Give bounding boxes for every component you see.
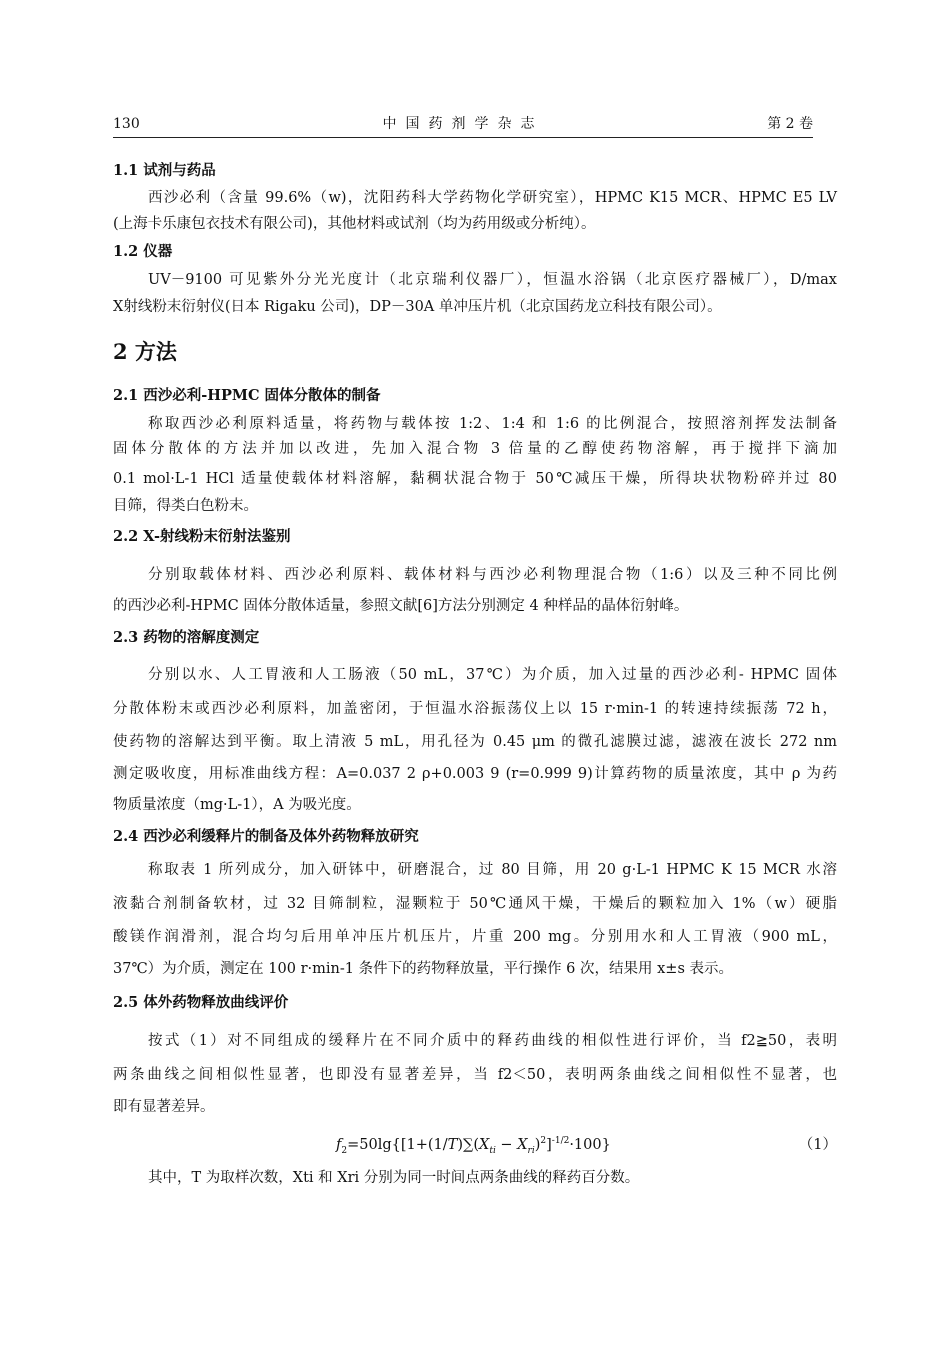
paragraph-line: 西沙必利（含量 99.6%（w)，沈阳药科大学药物化学研究室），HPMC K15 MCR、HPMC E5 LV: [148, 190, 837, 206]
section-heading-2-1: 2.1 西沙必利-HPMC 固体分散体的制备: [113, 387, 381, 404]
paragraph-line: 酸镁作润滑剂，混合均匀后用单冲压片机压片，片重 200 mg。分别用水和人工胃液（900 mL，: [113, 929, 837, 945]
paragraph-line: 分别取载体材料、西沙必利原料、载体材料与西沙必利物理混合物（1:6）以及三种不同比例: [148, 567, 837, 583]
running-header: [113, 112, 813, 136]
section-heading-2-3: 2.3 药物的溶解度测定: [113, 629, 260, 646]
paragraph-line: 即有显著差异。: [113, 1099, 215, 1115]
paragraph-line: (上海卡乐康包衣技术有限公司)，其他材料或试剂（均为药用级或分析纯）。: [113, 216, 596, 232]
paragraph-line: 的西沙必利-HPMC 固体分散体适量，参照文献[6]方法分别测定 4 种样品的晶体衍射峰。: [113, 598, 689, 614]
paragraph-line: UV－9100 可见紫外分光光度计（北京瑞利仪器厂），恒温水浴锅（北京医疗器械厂），D/max: [148, 272, 837, 288]
paragraph-line: 称取表 1 所列成分，加入研钵中，研磨混合，过 80 目筛，用 20 g·L-1 HPMC K 15 MCR 水溶: [148, 862, 837, 878]
paragraph-line: 按式（1）对不同组成的缓释片在不同介质中的释药曲线的相似性进行评价，当 f2≧50，表明: [148, 1033, 837, 1049]
paragraph-line: 分别以水、人工胃液和人工肠液（50 mL，37℃）为介质，加入过量的西沙必利- HPMC 固体: [148, 667, 837, 683]
paragraph-line: 两条曲线之间相似性显著，也即没有显著差异，当 f2＜50，表明两条曲线之间相似性不显著，也: [113, 1067, 837, 1083]
paragraph-line: 使药物的溶解达到平衡。取上清液 5 mL，用孔径为 0.45 μm 的微孔滤膜过滤，滤液在波长 272 nm: [113, 734, 837, 750]
volume-label: 第 2 卷: [767, 116, 813, 132]
equation-number: （1）: [798, 1137, 837, 1153]
paragraph-line: 液黏合剂制备软材，过 32 目筛制粒，湿颗粒于 50℃通风干燥，干燥后的颗粒加入 1%（w）硬脂: [113, 896, 837, 912]
paragraph-line: X射线粉末衍射仪(日本 Rigaku 公司)，DP－30A 单冲压片机（北京国药龙立科技有限公司）。: [113, 299, 722, 315]
page-number: 130: [113, 116, 140, 132]
paragraph-line: 其中，T 为取样次数，Xti 和 Xri 分别为同一时间点两条曲线的释药百分数。: [148, 1170, 640, 1186]
paragraph-line: 分散体粉末或西沙必利原料，加盖密闭，于恒温水浴振荡仪上以 15 r·min-1 的转速持续振荡 72 h，: [113, 701, 837, 717]
paragraph-line: 目筛，得类白色粉末。: [113, 498, 258, 514]
section-heading-1-1: 1.1 试剂与药品: [113, 162, 216, 179]
paragraph-line: 固体分散体的方法并加以改进，先加入混合物 3 倍量的乙醇使药物溶解，再于搅拌下滴加: [113, 441, 837, 457]
paragraph-line: 称取西沙必利原料适量，将药物与载体按 1:2、1:4 和 1:6 的比例混合，按照溶剂挥发法制备: [148, 416, 837, 432]
header-rule: [113, 137, 813, 138]
equation-f2: $f_2=50\lg\{[1+(1/T)\sum(X_{ti} - X_{ri})^2]^{-1/2}\cdot 100\}$: [336, 1136, 611, 1156]
journal-title: 中国药剂学杂志: [382, 116, 544, 132]
paragraph-line: 测定吸收度，用标准曲线方程：A=0.037 2 ρ+0.003 9 (r=0.999 9)计算药物的质量浓度，其中 ρ 为药: [113, 766, 837, 782]
paragraph-line: 0.1 mol·L-1 HCl 适量使载体材料溶解，黏稠状混合物于 50℃减压干燥，所得块状物粉碎并过 80: [113, 471, 837, 487]
section-heading-2-4: 2.4 西沙必利缓释片的制备及体外药物释放研究: [113, 828, 419, 845]
section-heading-2-5: 2.5 体外药物释放曲线评价: [113, 994, 289, 1011]
paragraph-line: 37℃）为介质，测定在 100 r·min-1 条件下的药物释放量，平行操作 6 次，结果用 x±s 表示。: [113, 961, 733, 977]
section-heading-2: 2 方法: [113, 339, 177, 364]
paragraph-line: 物质量浓度（mg·L-1），A 为吸光度。: [113, 797, 361, 813]
section-heading-2-2: 2.2 X-射线粉末衍射法鉴别: [113, 528, 291, 545]
section-heading-1-2: 1.2 仪器: [113, 243, 173, 260]
